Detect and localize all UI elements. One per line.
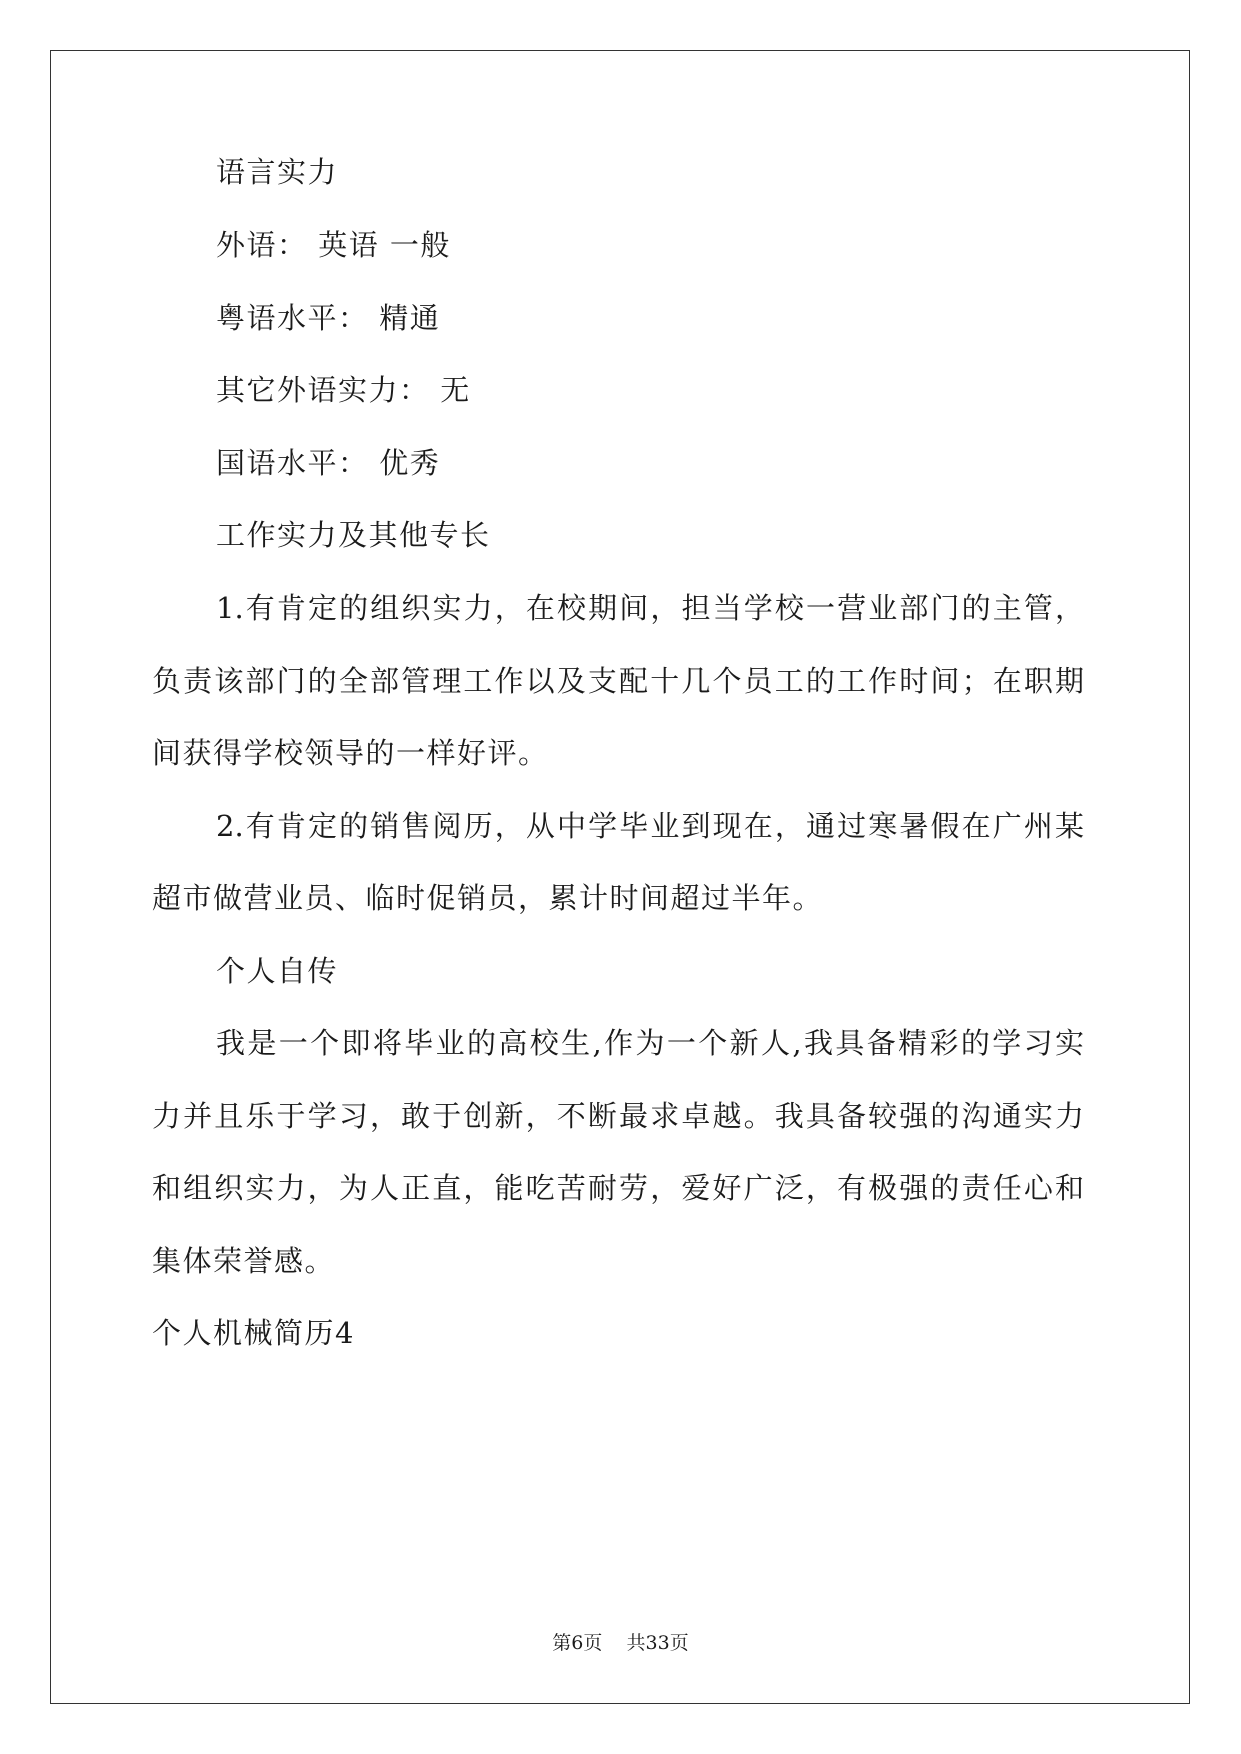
footer-gap: [602, 1632, 626, 1654]
bio-line4: 集体荣誉感。: [152, 1244, 336, 1278]
footer-page-number: 6: [571, 1632, 584, 1654]
footer-total-suffix: 页: [669, 1632, 689, 1654]
bio-heading: 个人自传: [216, 954, 339, 988]
bio-line3: 和组织实力，为人正直，能吃苦耐劳，爱好广泛，有极强的责任心和: [152, 1171, 1084, 1205]
bio-line2: 力并且乐于学习，敢于创新，不断最求卓越。我具备较强的沟通实力: [152, 1099, 1084, 1133]
bio-line1: 我是一个即将毕业的高校生,作为一个新人,我具备精彩的学习实: [216, 1026, 1084, 1060]
cantonese-line: 粤语水平： 精通: [216, 301, 441, 335]
item1-line1: 1.有肯定的组织实力，在校期间，担当学校一营业部门的主管，: [216, 591, 1084, 625]
footer-total-pages: 33: [645, 1632, 670, 1654]
footer-page-prefix: 第: [552, 1632, 572, 1654]
mandarin-line: 国语水平： 优秀: [216, 446, 441, 480]
footer-page-suffix: 页: [583, 1632, 603, 1654]
item2-line1: 2.有肯定的销售阅历，从中学毕业到现在，通过寒暑假在广州某: [216, 809, 1084, 843]
footer-total-prefix: 共: [626, 1632, 646, 1654]
next-section-title: 个人机械简历4: [152, 1316, 355, 1350]
item1-line3: 间获得学校领导的一样好评。: [152, 736, 549, 770]
work-heading: 工作实力及其他专长: [216, 518, 491, 552]
other-language-line: 其它外语实力： 无: [216, 373, 471, 407]
item1-line2: 负责该部门的全部管理工作以及支配十几个员工的工作时间；在职期: [152, 664, 1084, 698]
foreign-language-line: 外语： 英语 一般: [216, 228, 451, 262]
page-footer: [0, 1630, 1241, 1656]
language-heading: 语言实力: [216, 155, 339, 189]
item2-line2: 超市做营业员、临时促销员，累计时间超过半年。: [152, 881, 824, 915]
